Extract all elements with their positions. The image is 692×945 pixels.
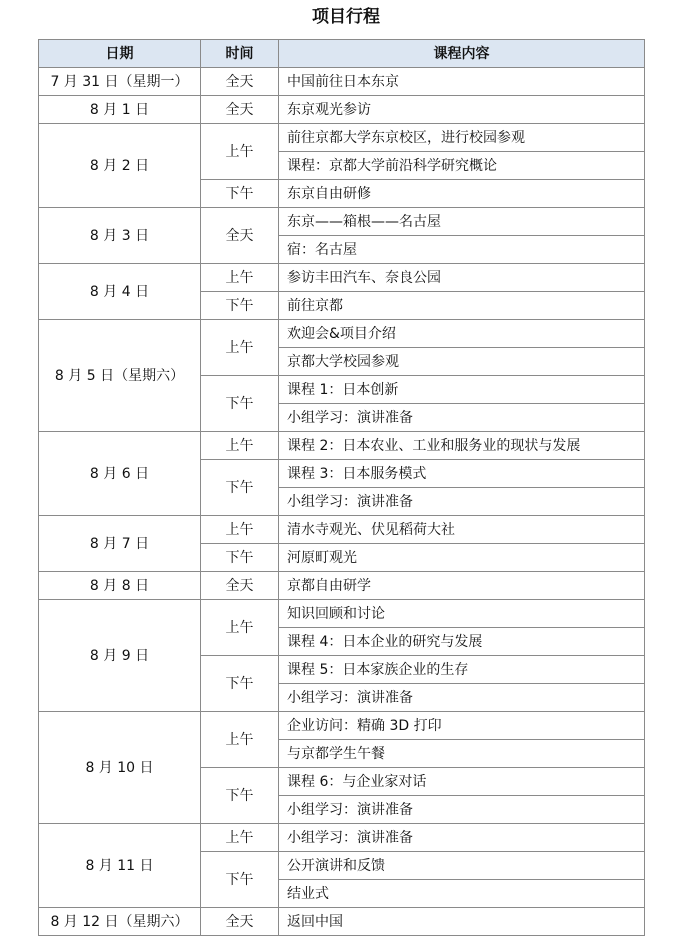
content-cell: 与京都学生午餐 bbox=[279, 740, 645, 768]
time-cell: 上午 bbox=[201, 824, 279, 852]
content-cell: 欢迎会&项目介绍 bbox=[279, 320, 645, 348]
content-cell: 课程 3：日本服务模式 bbox=[279, 460, 645, 488]
time-cell: 全天 bbox=[201, 208, 279, 264]
content-cell: 小组学习：演讲准备 bbox=[279, 488, 645, 516]
time-cell: 上午 bbox=[201, 432, 279, 460]
header-content: 课程内容 bbox=[279, 40, 645, 68]
date-cell: 7 月 31 日（星期一） bbox=[39, 68, 201, 96]
table-row bbox=[39, 320, 645, 348]
time-cell: 下午 bbox=[201, 292, 279, 320]
table-row bbox=[39, 600, 645, 628]
time-cell: 下午 bbox=[201, 376, 279, 432]
content-cell: 企业访问：精确 3D 打印 bbox=[279, 712, 645, 740]
time-cell: 全天 bbox=[201, 68, 279, 96]
table-row bbox=[39, 208, 645, 236]
table-row bbox=[39, 124, 645, 152]
content-cell: 小组学习：演讲准备 bbox=[279, 404, 645, 432]
content-cell: 京都大学校园参观 bbox=[279, 348, 645, 376]
time-cell: 全天 bbox=[201, 572, 279, 600]
content-cell: 前往京都大学东京校区，进行校园参观 bbox=[279, 124, 645, 152]
content-cell: 结业式 bbox=[279, 880, 645, 908]
content-cell: 小组学习：演讲准备 bbox=[279, 796, 645, 824]
date-cell: 8 月 7 日 bbox=[39, 516, 201, 572]
table-row bbox=[39, 68, 645, 96]
time-cell: 上午 bbox=[201, 320, 279, 376]
content-cell: 小组学习：演讲准备 bbox=[279, 824, 645, 852]
date-cell: 8 月 12 日（星期六） bbox=[39, 908, 201, 936]
content-cell: 课程 4：日本企业的研究与发展 bbox=[279, 628, 645, 656]
header-date: 日期 bbox=[39, 40, 201, 68]
itinerary-body bbox=[39, 68, 645, 936]
date-cell: 8 月 8 日 bbox=[39, 572, 201, 600]
content-cell: 小组学习：演讲准备 bbox=[279, 684, 645, 712]
content-cell: 京都自由研学 bbox=[279, 572, 645, 600]
date-cell: 8 月 6 日 bbox=[39, 432, 201, 516]
time-cell: 下午 bbox=[201, 852, 279, 908]
date-cell: 8 月 9 日 bbox=[39, 600, 201, 712]
content-cell: 课程 1：日本创新 bbox=[279, 376, 645, 404]
content-cell: 河原町观光 bbox=[279, 544, 645, 572]
table-row bbox=[39, 432, 645, 460]
table-row bbox=[39, 516, 645, 544]
content-cell: 公开演讲和反馈 bbox=[279, 852, 645, 880]
date-cell: 8 月 1 日 bbox=[39, 96, 201, 124]
time-cell: 上午 bbox=[201, 264, 279, 292]
content-cell: 课程 2：日本农业、工业和服务业的现状与发展 bbox=[279, 432, 645, 460]
content-cell: 前往京都 bbox=[279, 292, 645, 320]
table-row bbox=[39, 712, 645, 740]
content-cell: 东京——箱根——名古屋 bbox=[279, 208, 645, 236]
content-cell: 返回中国 bbox=[279, 908, 645, 936]
date-cell: 8 月 4 日 bbox=[39, 264, 201, 320]
date-cell: 8 月 3 日 bbox=[39, 208, 201, 264]
date-cell: 8 月 2 日 bbox=[39, 124, 201, 208]
date-cell: 8 月 11 日 bbox=[39, 824, 201, 908]
content-cell: 课程 6：与企业家对话 bbox=[279, 768, 645, 796]
time-cell: 全天 bbox=[201, 908, 279, 936]
table-row bbox=[39, 96, 645, 124]
time-cell: 上午 bbox=[201, 712, 279, 768]
content-cell: 知识回顾和讨论 bbox=[279, 600, 645, 628]
content-cell: 东京自由研修 bbox=[279, 180, 645, 208]
date-cell: 8 月 10 日 bbox=[39, 712, 201, 824]
header-time: 时间 bbox=[201, 40, 279, 68]
content-cell: 宿：名古屋 bbox=[279, 236, 645, 264]
date-cell: 8 月 5 日（星期六） bbox=[39, 320, 201, 432]
content-cell: 中国前往日本东京 bbox=[279, 68, 645, 96]
time-cell: 上午 bbox=[201, 516, 279, 544]
time-cell: 下午 bbox=[201, 544, 279, 572]
content-cell: 课程 5：日本家族企业的生存 bbox=[279, 656, 645, 684]
time-cell: 下午 bbox=[201, 768, 279, 824]
content-cell: 参访丰田汽车、奈良公园 bbox=[279, 264, 645, 292]
time-cell: 上午 bbox=[201, 124, 279, 180]
table-row bbox=[39, 264, 645, 292]
header-row bbox=[39, 40, 645, 68]
table-row bbox=[39, 908, 645, 936]
time-cell: 下午 bbox=[201, 180, 279, 208]
time-cell: 全天 bbox=[201, 96, 279, 124]
content-cell: 清水寺观光、伏见稻荷大社 bbox=[279, 516, 645, 544]
itinerary-table bbox=[38, 39, 645, 936]
content-cell: 东京观光参访 bbox=[279, 96, 645, 124]
table-row bbox=[39, 572, 645, 600]
content-cell: 课程：京都大学前沿科学研究概论 bbox=[279, 152, 645, 180]
time-cell: 下午 bbox=[201, 460, 279, 516]
table-row bbox=[39, 824, 645, 852]
time-cell: 上午 bbox=[201, 600, 279, 656]
time-cell: 下午 bbox=[201, 656, 279, 712]
page-title: 项目行程 bbox=[312, 7, 380, 27]
